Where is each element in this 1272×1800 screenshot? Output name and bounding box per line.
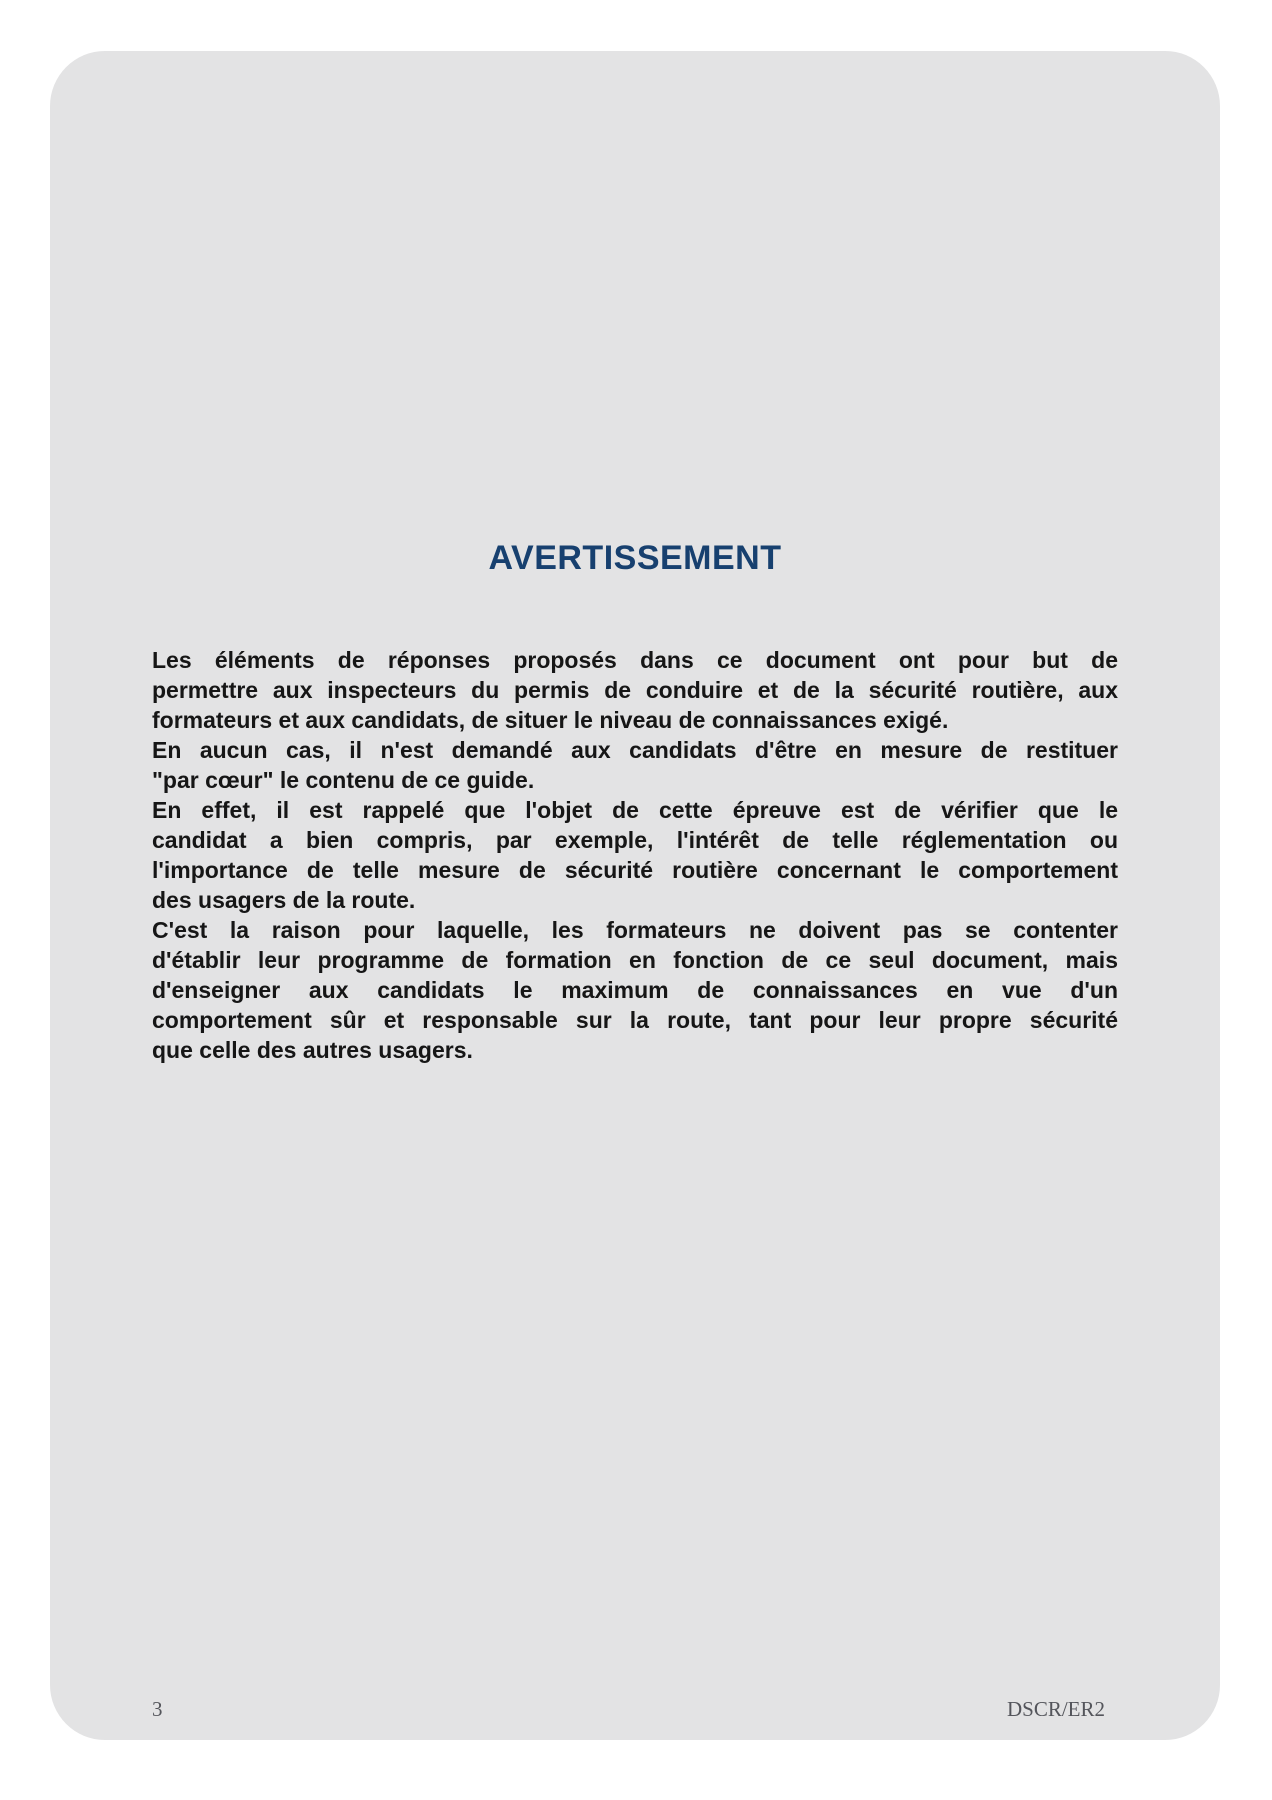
body-text bbox=[152, 645, 1118, 1065]
page-card bbox=[50, 51, 1220, 1740]
page-title: AVERTISSEMENT bbox=[488, 539, 782, 577]
text-line: "par cœur" le contenu de ce guide. bbox=[152, 767, 535, 793]
text-line: En aucun cas, il n'est demandé aux candidats d'être en mesure de restituer bbox=[152, 737, 1118, 763]
text-line: que celle des autres usagers. bbox=[152, 1037, 473, 1063]
text-line: Les éléments de réponses proposés dans ce document ont pour but de bbox=[152, 647, 1118, 673]
document-reference: DSCR/ER2 bbox=[1006, 1697, 1105, 1721]
text-line: d'établir leur programme de formation en fonction de ce seul document, mais bbox=[152, 947, 1118, 973]
text-line: En effet, il est rappelé que l'objet de cette épreuve est de vérifier que le bbox=[152, 797, 1118, 823]
page-number: 3 bbox=[152, 1697, 163, 1721]
text-line: candidat a bien compris, par exemple, l'intérêt de telle réglementation ou bbox=[152, 827, 1118, 853]
text-line: formateurs et aux candidats, de situer le niveau de connaissances exigé. bbox=[152, 707, 949, 733]
page-footer bbox=[152, 1696, 1105, 1722]
text-line: l'importance de telle mesure de sécurité routière concernant le comportement bbox=[152, 857, 1118, 883]
text-line: C'est la raison pour laquelle, les formateurs ne doivent pas se contenter bbox=[152, 917, 1118, 943]
text-line: comportement sûr et responsable sur la route, tant pour leur propre sécurité bbox=[152, 1007, 1118, 1033]
text-line: permettre aux inspecteurs du permis de conduire et de la sécurité routière, aux bbox=[152, 677, 1118, 703]
text-line: des usagers de la route. bbox=[152, 887, 416, 913]
text-line: d'enseigner aux candidats le maximum de connaissances en vue d'un bbox=[152, 977, 1118, 1003]
